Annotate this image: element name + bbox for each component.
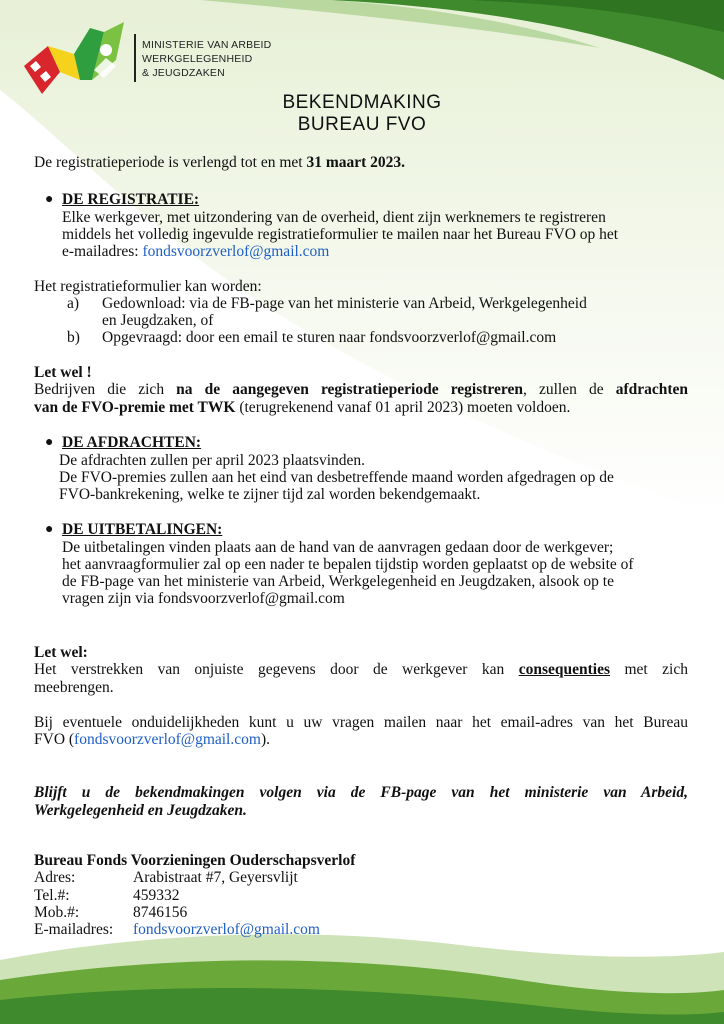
contact-mob-value: 8746156 xyxy=(133,904,188,921)
contact-email-link[interactable]: fondsvoorzverlof@gmail.com xyxy=(133,921,320,938)
intro-prefix: De registratieperiode is verlengd tot en met xyxy=(34,154,307,171)
contact-tel-value: 459332 xyxy=(133,887,180,904)
afdrachten-line-3: FVO-bankrekening, welke te zijner tijd zal worden bekendgemaakt. xyxy=(59,486,481,503)
registratie-line-3-prefix: e-mailadres: xyxy=(62,243,143,260)
onduidelijk-line-1: Bij eventuele onduidelijkheden kunt u uw vragen mailen naar het email-adres van het Bureau xyxy=(34,714,688,731)
uitbetalingen-line-4: vragen zijn via fondsvoorzverlof@gmail.com xyxy=(62,590,345,607)
letwel-l2-b: (terugrekenend vanaf 01 april 2023) moeten voldoen. xyxy=(235,399,571,416)
contact-org: Bureau Fonds Voorzieningen Ouderschapsverlof xyxy=(34,852,356,869)
afdrachten-line-1: De afdrachten zullen per april 2023 plaatsvinden. xyxy=(59,452,366,469)
title-line-2: BUREAU FVO xyxy=(297,114,427,135)
registratie-heading: DE REGISTRATIE: xyxy=(62,191,200,208)
letwel-heading-1: Let wel ! xyxy=(34,364,92,381)
blijft-line-2: Werkgelegenheid en Jeugdzaken. xyxy=(34,802,247,819)
contact-mob-label: Mob.#: xyxy=(34,904,80,921)
ministry-line-2: WERKGELEGENHEID xyxy=(142,53,253,65)
letwel-l1-c: , zullen de xyxy=(523,381,616,398)
contact-email-label: E-mailadres: xyxy=(34,921,114,938)
onduidelijk-l2-prefix: FVO ( xyxy=(34,731,75,748)
afdrachten-heading: DE AFDRACHTEN: xyxy=(62,434,202,451)
formulier-a-line-2: en Jeugdzaken, of xyxy=(102,312,214,329)
ministry-line-3: & JEUGDZAKEN xyxy=(142,67,225,79)
letwel-line-1 xyxy=(34,380,688,399)
onduidelijk-line-2 xyxy=(34,730,270,749)
intro-date: 31 maart 2023. xyxy=(306,154,406,171)
letwel-line-2 xyxy=(34,398,570,417)
uitbetalingen-heading: DE UITBETALINGEN: xyxy=(62,521,223,538)
letwel2-line-1 xyxy=(34,660,688,679)
ministry-line-1: MINISTERIE VAN ARBEID xyxy=(142,39,272,51)
contact-address-label: Adres: xyxy=(34,869,76,886)
uitbetalingen-line-2: het aanvraagformulier zal op een nader te bepalen tijdstip worden geplaatst op de website of xyxy=(62,556,634,573)
uitbetalingen-line-1: De uitbetalingen vinden plaats aan de hand van de aanvragen gedaan door de werkgever; xyxy=(62,539,614,556)
registratie-line-3 xyxy=(62,242,329,261)
blijft-line-1: Blijft u de bekendmakingen volgen via de FB-page van het ministerie van Arbeid, xyxy=(34,784,688,801)
registratie-line-1: Elke werkgever, met uitzondering van de overheid, dient zijn werknemers te registreren xyxy=(62,209,606,226)
intro-text xyxy=(34,153,405,172)
bullet-icon: ● xyxy=(45,435,54,450)
bullet-icon: ● xyxy=(45,522,54,537)
letwel-l1-a: Bedrijven die zich xyxy=(34,381,177,398)
formulier-intro: Het registratieformulier kan worden: xyxy=(34,278,262,295)
afdrachten-line-2: De FVO-premies zullen aan het eind van desbetreffende maand worden afgedragen op de xyxy=(59,469,614,486)
contact-address-value: Arabistraat #7, Geyersvlijt xyxy=(133,869,298,886)
registratie-email-link[interactable]: fondsvoorzverlof@gmail.com xyxy=(142,243,330,260)
letwel-heading-2: Let wel: xyxy=(34,644,88,661)
formulier-b-marker: b) xyxy=(67,329,80,346)
letwel2-l1-b: consequenties xyxy=(518,661,611,678)
onduidelijk-email-link[interactable]: fondsvoorzverlof@gmail.com xyxy=(74,731,261,748)
letwel2-l1-c: met zich xyxy=(610,661,688,678)
bullet-icon: ● xyxy=(45,192,54,207)
letwel-l2-a: van de FVO-premie met TWK xyxy=(34,399,236,416)
ministry-logo-icon xyxy=(20,20,132,98)
onduidelijk-l2-suffix: ). xyxy=(260,731,270,748)
contact-tel-label: Tel.#: xyxy=(34,887,70,904)
formulier-b-line-1: Opgevraagd: door een email te sturen naar fondsvoorzverlof@gmail.com xyxy=(102,329,557,346)
uitbetalingen-line-3: de FB-page van het ministerie van Arbeid, Werkgelegenheid en Jeugdzaken, alsook op te xyxy=(62,573,614,590)
letwel-l1-b: na de aangegeven registratieperiode registreren xyxy=(176,381,524,398)
ministry-name xyxy=(142,38,271,80)
formulier-a-marker: a) xyxy=(67,295,80,312)
letwel2-line-2: meebrengen. xyxy=(34,679,114,696)
letwel2-l1-a: Het verstrekken van onjuiste gegevens door de werkgever kan xyxy=(34,661,519,678)
registratie-line-2: middels het volledig ingevulde registratieformulier te mailen naar het Bureau FVO op het xyxy=(62,226,619,243)
title-line-1: BEKENDMAKING xyxy=(282,92,442,113)
logo-divider xyxy=(134,34,136,82)
formulier-a-line-1: Gedownload: via de FB-page van het ministerie van Arbeid, Werkgelegenheid xyxy=(102,295,587,312)
letwel-l1-d: afdrachten xyxy=(615,381,689,398)
